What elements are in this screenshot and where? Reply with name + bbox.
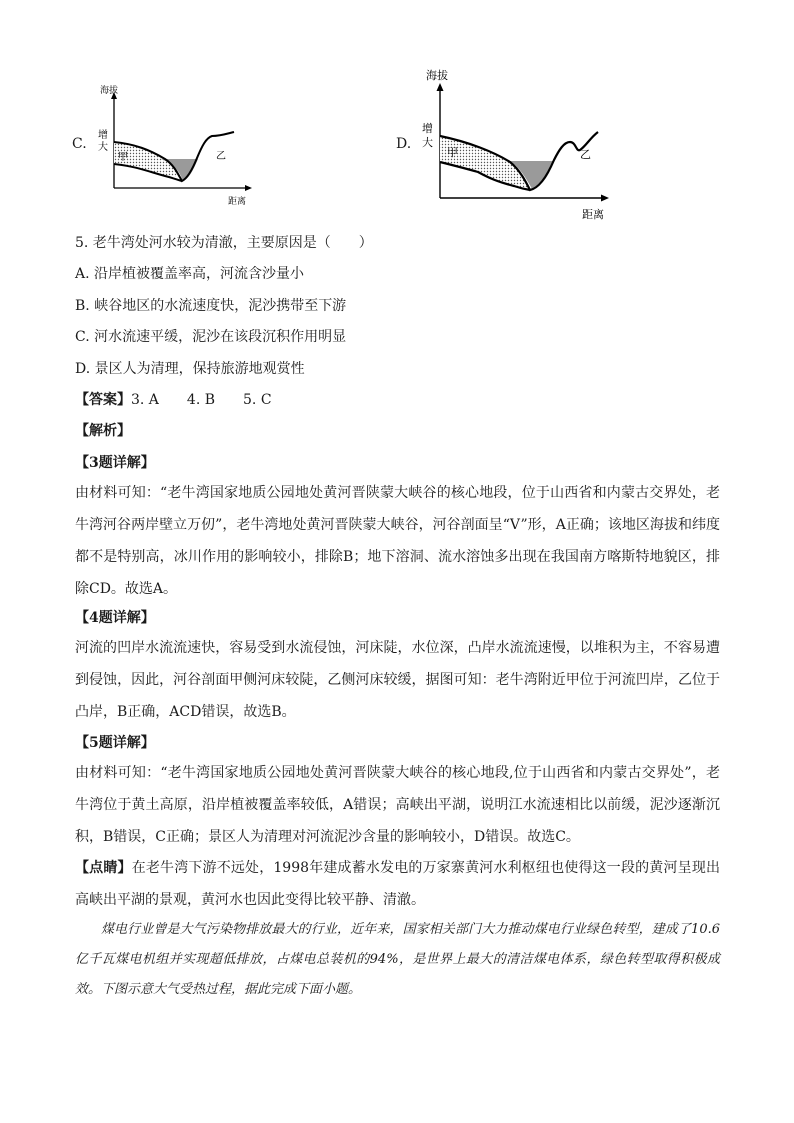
- dianjing-text: 在老牛湾下游不远处，1998年建成蓄水发电的万家寨黄河水利枢纽也使得这一段的黄河呈现出高峡出平湖的景观，黄河水也因此变得比较平静、清澈。: [75, 860, 720, 908]
- q5-detail: 由材料可知：“老牛湾国家地质公园地处黄河晋陕蒙大峡谷的核心地段,位于山西省和内蒙古交界处”，老牛湾位于黄土高原，沿岸植被覆盖率较低，A错误；高峡出平湖，说明江水流速相比以前缓，泥沙逐渐沉积，B错误，C正确；景区人为清理对河流泥沙含量的影响较小，D错误。故选C。: [75, 765, 720, 845]
- question-5-option-c: C. 河水流速平缓，泥沙在该段沉积作用明显: [75, 329, 347, 345]
- figure-c-increase-label-2: 大: [98, 142, 108, 153]
- q4-label: 【4题详解】: [75, 610, 155, 626]
- figure-d-y-label: 海拔: [426, 69, 448, 82]
- answer-line: [75, 390, 272, 410]
- figure-d-x-label: 距离: [582, 208, 604, 221]
- figure-d-letter: D.: [396, 136, 412, 152]
- dianjing-block: [75, 852, 720, 916]
- figure-d-increase-label-2: 大: [422, 136, 433, 149]
- q3-label: 【3题详解】: [75, 455, 155, 471]
- figure-c-y-label: 海拔: [100, 86, 119, 96]
- figure-d-yi-label: 乙: [580, 148, 591, 161]
- answer-text: 3. A 4. B 5. C: [131, 392, 272, 408]
- question-5-option-a: A. 沿岸植被覆盖率高，河流含沙量小: [75, 266, 305, 282]
- figure-c-increase-label-1: 增: [98, 130, 108, 141]
- figure-d-jia-label: 甲: [447, 146, 458, 159]
- material-text: 煤电行业曾是大气污染物排放最大的行业，近年来，国家相关部门大力推动煤电行业绿色转型，建成了10.6亿千瓦煤电机组并实现超低排放，占煤电总装机的94%，是世界上最大的清洁煤电体系，绿色转型取得积极成效。下图示意大气受热过程，据此完成下面小题。: [75, 922, 720, 997]
- figure-d-increase-label-1: 增: [422, 122, 433, 135]
- q5-label: 【5题详解】: [75, 735, 155, 751]
- figure-c-letter: C.: [72, 136, 87, 152]
- figure-c-profile: [90, 80, 260, 210]
- analysis-label: 【解析】: [75, 423, 131, 439]
- figure-c-jia-label: 甲: [118, 152, 128, 163]
- material-paragraph: [75, 915, 720, 1005]
- dianjing-label: 【点睛】: [75, 860, 132, 876]
- question-5-option-d: D. 景区人为清理，保持旅游地观赏性: [75, 361, 305, 377]
- q3-detail: 由材料可知：“老牛湾国家地质公园地处黄河晋陕蒙大峡谷的核心地段，位于山西省和内蒙古交界处，老牛湾河谷两岸壁立万仞”，老牛湾地处黄河晋陕蒙大峡谷，河谷剖面呈“V”形，A正确；该地区海拔和纬度都不是特别高，冰川作用的影响较小，排除B；地下溶洞、流水溶蚀多出现在我国南方喀斯特地貌区，排除CD。故选A。: [75, 485, 720, 597]
- answer-label: 【答案】: [75, 392, 131, 408]
- question-5-stem: 5. 老牛湾处河水较为清澈，主要原因是（ ）: [75, 235, 373, 251]
- question-5-option-b: B. 峡谷地区的水流速度快，泥沙携带至下游: [75, 298, 347, 314]
- q4-detail: 河流的凹岸水流流速快，容易受到水流侵蚀，河床陡，水位深，凸岸水流流速慢，以堆积为主，不容易遭到侵蚀，因此，河谷剖面甲侧河床较陡，乙侧河床较缓，据图可知：老牛湾附近甲位于河流凹岸，乙位于凸岸，B正确，ACD错误，故选B。: [75, 640, 720, 720]
- figure-d-profile: [414, 62, 614, 224]
- figure-c-x-label: 距离: [228, 197, 247, 207]
- figure-c-yi-label: 乙: [216, 151, 226, 162]
